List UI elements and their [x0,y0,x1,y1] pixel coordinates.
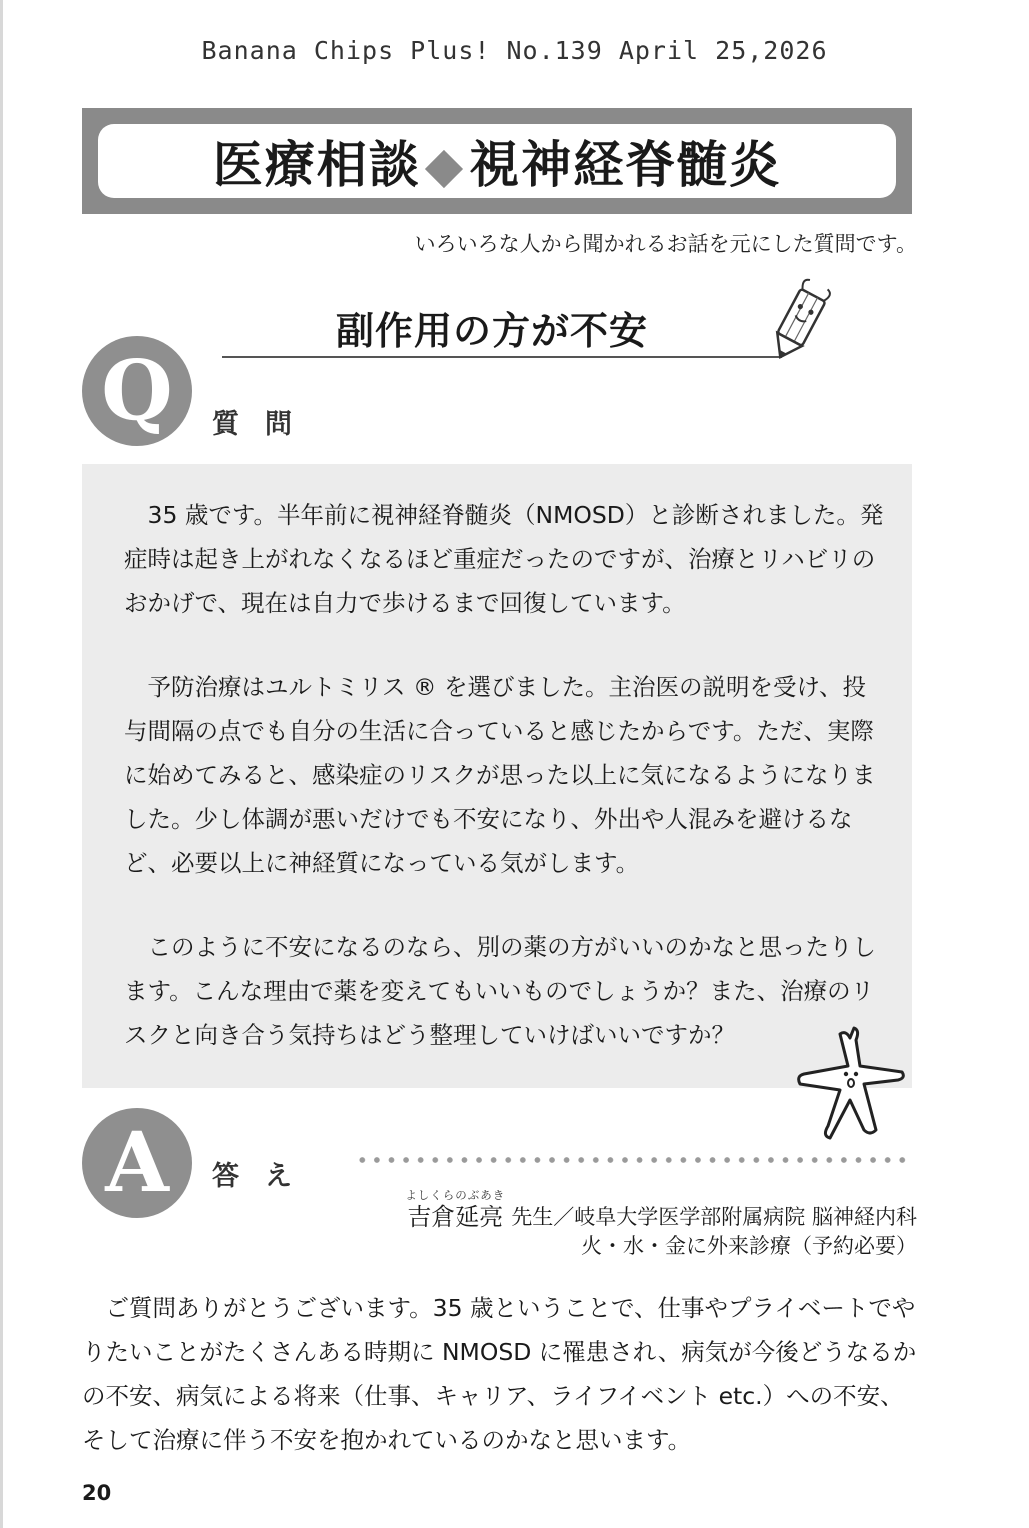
running-head: Banana Chips Plus! No.139 April 25,2026 [201,36,828,65]
question-paragraph: このように不安になるのなら、別の薬の方がいいのかなと思ったりします。こんな理由で薬を変えてもいいものでしょうか？また、治療のリスクと向き合う気持ちはどう整理していけばいいですか？ [124,933,876,1049]
star-mascot-icon [790,1026,910,1142]
page-edge [0,0,3,1528]
clinic-hours: 火・水・金に外来診療（予約必要） [581,1234,917,1258]
title-right: 視神経脊髄炎 [469,136,782,194]
question-paragraph: 35 歳です。半年前に視神経脊髄炎（NMOSD）と診断されました。発症時は起き上がれなくなるほど重症だったのですが、治療とリハビリのおかげで、現在は自力で歩けるまで回復しています。 [124,501,884,617]
question-paragraph: 予防治療はユルトミリス ® を選びました。主治医の説明を受け、投与間隔の点でも自分の生活に合っていると感じたからです。ただ、実際に始めてみると、感染症のリスクが思った以上に気になるようになりました。少し体調が悪いだけでも不安になり、外出や人混みを避けるなど、必要以上に神経質になっている気がします。 [124,673,876,877]
title-box [98,124,896,198]
doctor-credit [405,1188,917,1232]
page-title [213,125,781,197]
doctor-name-reading: よしくらのぶあき [405,1188,506,1202]
question-label: 質問 [212,409,318,440]
answer-badge: A [82,1108,192,1218]
doctor-name-ruby [405,1188,505,1232]
page-number: 20 [82,1481,112,1505]
question-badge: Q [82,336,192,446]
doctor-name: 吉倉延亮 [407,1203,504,1231]
answer-paragraph: ご質問ありがとうございます。35 歳ということで、仕事やプライベートでやりたいことがたくさんある時期に NMOSD に罹患され、病気が今後どうなるかの不安、病気による将来（仕事、キャリア、ライフイベント etc.）への不安、そして治療に伴う不安を抱かれているのかなと思います。 [82,1294,917,1454]
answer-label: 答え [212,1161,318,1192]
subheading-rule [222,356,782,358]
title-left: 医療相談 [212,136,421,194]
subheading: 副作用の方が不安 [335,308,648,353]
dotted-separator [355,1156,910,1164]
title-band [82,108,912,214]
pencil-mascot-icon [760,278,840,362]
doctor-affiliation: 先生／岐阜大学医学部附属病院 脳神経内科 [511,1205,917,1229]
diamond-separator-icon: ◆ [424,136,466,194]
intro-text: いろいろな人から聞かれるお話を元にした質問です。 [414,232,917,256]
